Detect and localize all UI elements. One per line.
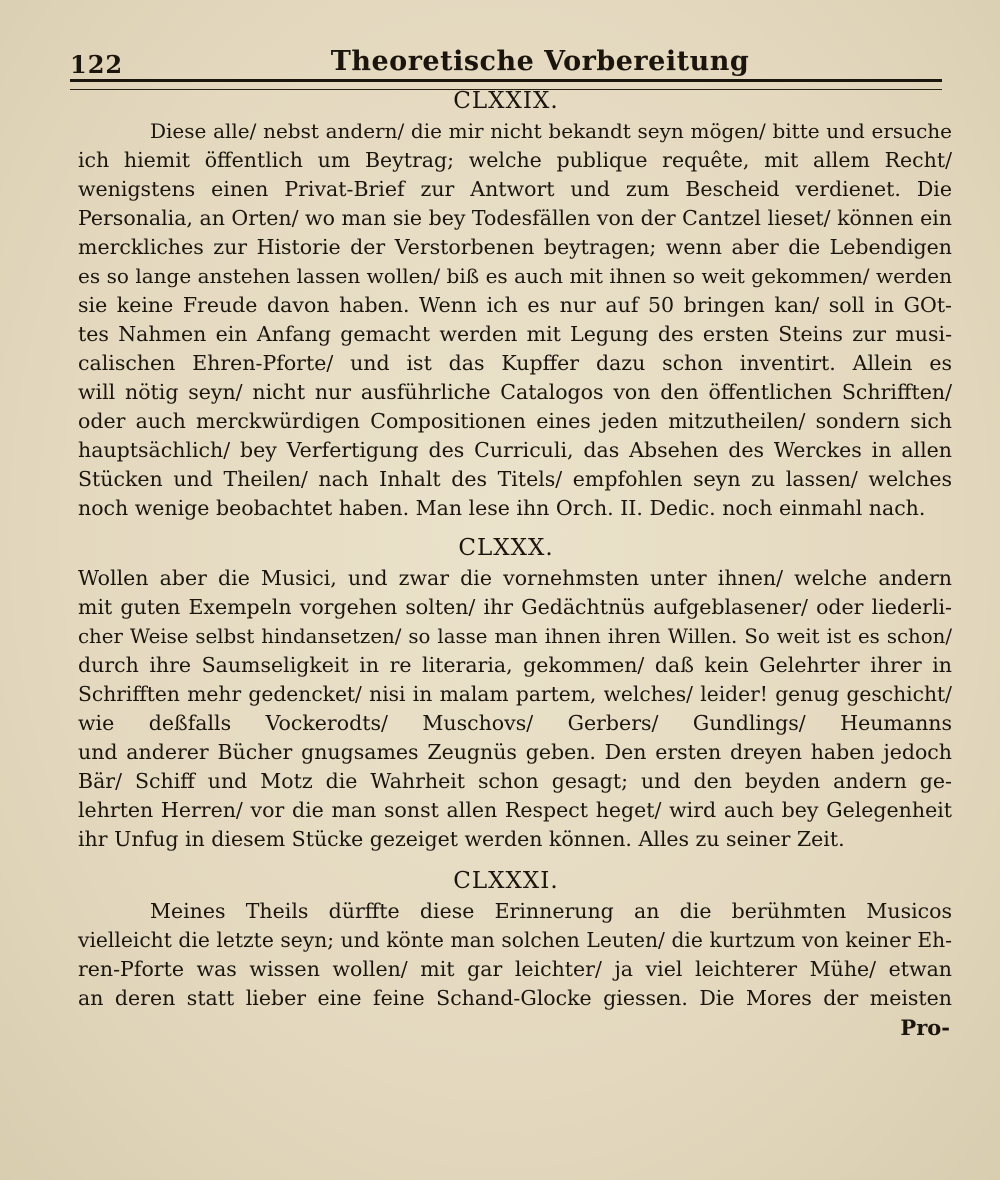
text-line: calischen Ehren-Pforte/ und ist das Kupffer dazu schon inventirt. Allein es	[78, 351, 952, 375]
text-line: cher Weise selbst hindansetzen/ so lasse man ihnen ihren Willen. So weit ist es schon/	[78, 625, 952, 648]
text-line: wenigstens einen Privat-Brief zur Antwort und zum Bescheid verdienet. Die	[78, 177, 952, 201]
text-line: Diese alle/ nebst andern/ die mir nicht bekandt seyn mögen/ bitte und ersuche	[150, 119, 952, 143]
section-paragraph	[78, 897, 952, 1013]
text-line: Wollen aber die Musici, und zwar die vornehmsten unter ihnen/ welche andern	[78, 566, 952, 590]
header-rule	[70, 79, 942, 82]
section-heading: CLXXX.	[458, 535, 554, 561]
section-heading: CLXXIX.	[453, 88, 559, 114]
text-line: lehrten Herren/ vor die man sonst allen Respect heget/ wird auch bey Gelegenheit	[78, 798, 952, 822]
text-line: vielleicht die letzte seyn; und könte man solchen Leuten/ die kurtzum von keiner Eh-	[78, 928, 952, 952]
text-line: sie keine Freude davon haben. Wenn ich es nur auf 50 bringen kan/ soll in GOt-	[78, 293, 952, 317]
text-line: ich hiemit öffentlich um Beytrag; welche publique requête, mit allem Recht/	[78, 148, 952, 172]
text-line: Personalia, an Orten/ wo man sie bey Todesfällen von der Cantzel lieset/ können ein	[78, 206, 952, 230]
section-paragraph	[78, 117, 952, 523]
text-line: merckliches zur Historie der Verstorbenen beytragen; wenn aber die Lebendigen	[78, 235, 952, 259]
text-line: hauptsächlich/ bey Verfertigung des Curriculi, das Absehen des Werckes in allen	[78, 438, 952, 462]
text-line: an deren statt lieber eine feine Schand-Glocke giessen. Die Mores der meisten	[78, 986, 952, 1010]
running-title: Theoretische Vorbereitung	[330, 46, 750, 77]
text-line: Bär/ Schiff und Motz die Wahrheit schon gesagt; und den beyden andern ge-	[78, 769, 952, 793]
text-line: ihr Unfug in diesem Stücke gezeiget werden können. Alles zu seiner Zeit.	[78, 827, 845, 851]
text-line: Stücken und Theilen/ nach Inhalt des Titels/ empfohlen seyn zu lassen/ welches	[78, 467, 952, 491]
page-header	[70, 44, 942, 84]
text-line: oder auch merckwürdigen Compositionen eines jeden mitzutheilen/ sondern sich	[78, 409, 952, 433]
text-line: Schrifften mehr gedencket/ nisi in malam partem, welches/ leider! genug geschicht/	[78, 682, 952, 706]
text-line: noch wenige beobachtet haben. Man lese ihn Orch. II. Dedic. noch einmahl nach.	[78, 496, 926, 520]
text-line: und anderer Bücher gnugsames Zeugnüs geben. Den ersten dreyen haben jedoch	[78, 740, 952, 764]
text-line: wie deßfalls Vockerodts/ Muschovs/ Gerbers/ Gundlings/ Heumanns	[78, 711, 952, 735]
text-line: es so lange anstehen lassen wollen/ biß es auch mit ihnen so weit gekommen/ werden	[78, 264, 952, 288]
text-line: ren-Pforte was wissen wollen/ mit gar leichter/ ja viel leichterer Mühe/ etwan	[78, 957, 952, 981]
text-line: Meines Theils dürffte diese Erinnerung an die berühmten Musicos	[150, 899, 952, 923]
text-line: will nötig seyn/ nicht nur ausführliche Catalogos von den öffentlichen Schrifften/	[78, 380, 952, 404]
text-line: tes Nahmen ein Anfang gemacht werden mit Legung des ersten Steins zur musi-	[78, 322, 952, 346]
section-paragraph	[78, 564, 952, 854]
section-heading: CLXXXI.	[453, 868, 559, 894]
catchword: Pro-	[900, 1015, 950, 1040]
text-line: durch ihre Saumseligkeit in re literaria, gekommen/ daß kein Gelehrter ihrer in	[78, 653, 952, 677]
text-line: mit guten Exempeln vorgehen solten/ ihr Gedächtnüs aufgeblasener/ oder liederli-	[78, 595, 952, 619]
page-number: 122	[70, 50, 124, 79]
